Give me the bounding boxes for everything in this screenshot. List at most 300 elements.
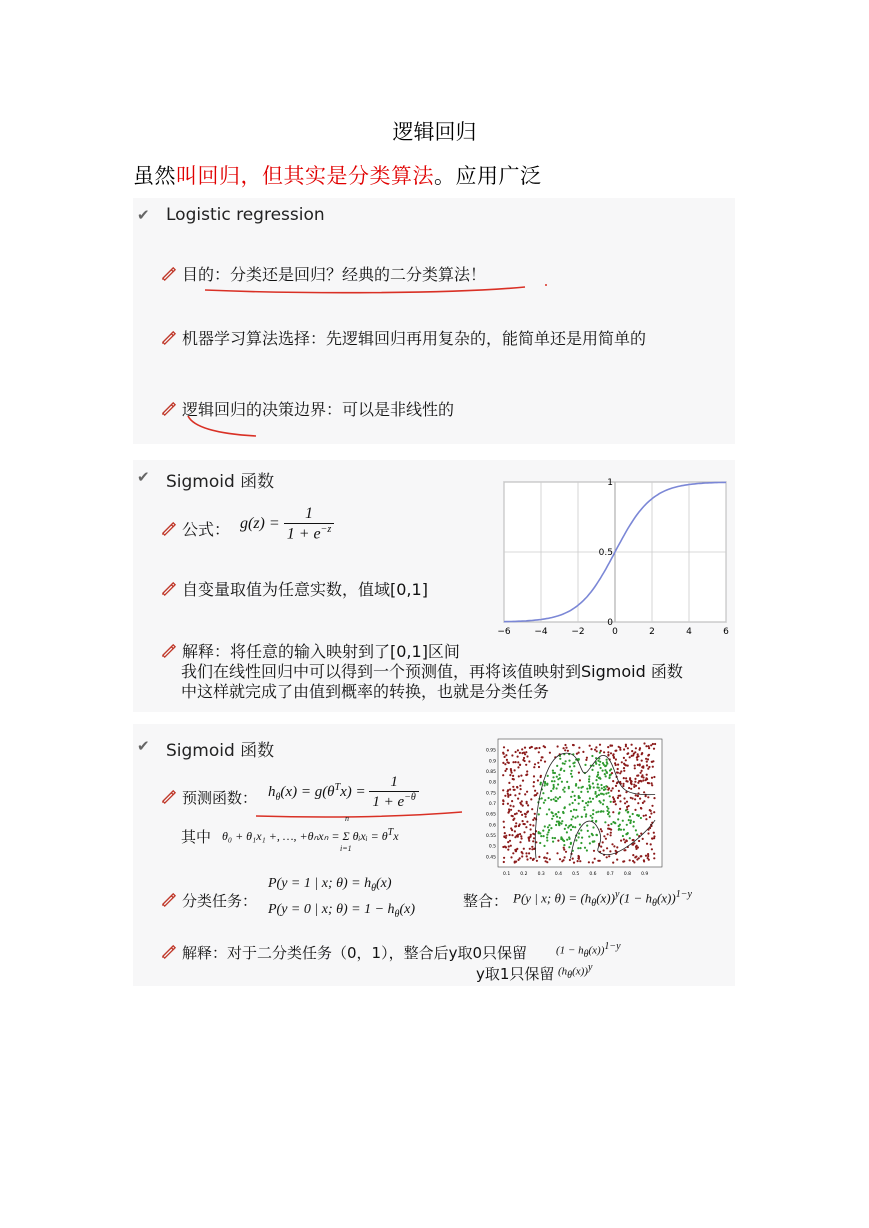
pencil-icon bbox=[160, 265, 177, 282]
scatter-point-red bbox=[595, 746, 597, 748]
scatter-point-red bbox=[504, 756, 506, 758]
scatter-point-red bbox=[514, 769, 516, 771]
scatter-point-red bbox=[603, 849, 605, 851]
scatter-point-red bbox=[507, 841, 509, 843]
scatter-point-red bbox=[572, 744, 574, 746]
domain-text: 自变量取值为任意实数，值域[0,1] bbox=[182, 580, 428, 599]
scatter-point-green bbox=[566, 839, 568, 841]
slide3-explain-2: y取1只保留 bbox=[476, 965, 555, 983]
scatter-point-red bbox=[512, 778, 514, 780]
combine-sub: θ bbox=[591, 897, 597, 909]
scatter-point-green bbox=[559, 758, 561, 760]
scatter-point-green bbox=[559, 817, 561, 819]
scatter-point-red bbox=[636, 757, 638, 759]
scatter-point-red bbox=[514, 794, 516, 796]
scatter-point-red bbox=[637, 795, 639, 797]
scatter-point-green bbox=[573, 765, 575, 767]
scatter-point-red bbox=[564, 744, 566, 746]
explain1-math-end: (x)) bbox=[588, 944, 605, 957]
scatter-point-red bbox=[605, 838, 607, 840]
scatter-point-green bbox=[580, 791, 582, 793]
scatter-point-red bbox=[512, 852, 514, 854]
scatter-point-green bbox=[620, 829, 622, 831]
decision-boundary-chart bbox=[478, 733, 666, 879]
scatter-point-green bbox=[597, 783, 599, 785]
x-tick-label: −6 bbox=[497, 627, 511, 637]
scatter-point-green bbox=[562, 789, 564, 791]
scatter-point-red bbox=[510, 805, 512, 807]
scatter-point-green bbox=[599, 761, 601, 763]
scatter-point-red bbox=[524, 813, 526, 815]
scatter-point-green bbox=[558, 774, 560, 776]
scatter-point-red bbox=[649, 816, 651, 818]
scatter-point-red bbox=[616, 846, 618, 848]
scatter-point-red bbox=[502, 803, 504, 805]
predict-label bbox=[160, 787, 257, 808]
scatter-point-red bbox=[654, 743, 656, 745]
scatter-point-green bbox=[592, 798, 594, 800]
scatter-point-green bbox=[591, 755, 593, 757]
scatter-point-green bbox=[607, 792, 609, 794]
scatter-point-green bbox=[614, 822, 616, 824]
scatter-point-green bbox=[625, 809, 627, 811]
scatter-point-green bbox=[544, 799, 546, 801]
scatter-point-green bbox=[559, 796, 561, 798]
scatter-point-red bbox=[522, 805, 524, 807]
scatter-point-red bbox=[600, 750, 602, 752]
scatter-point-red bbox=[648, 747, 650, 749]
scatter-point-red bbox=[640, 807, 642, 809]
scatter-point-green bbox=[605, 785, 607, 787]
slide2-formula-label bbox=[160, 517, 230, 540]
scatter-point-red bbox=[511, 834, 513, 836]
scatter-point-green bbox=[584, 809, 586, 811]
scatter-point-red bbox=[515, 751, 517, 753]
scatter-point-red bbox=[639, 798, 641, 800]
scatter-point-red bbox=[641, 774, 643, 776]
slide1-item-choice bbox=[160, 326, 646, 349]
scatter-point-red bbox=[519, 823, 521, 825]
scatter-point-green bbox=[548, 824, 550, 826]
scatter-point-green bbox=[577, 815, 579, 817]
scatter-point-red bbox=[540, 759, 542, 761]
scatter-point-green bbox=[590, 801, 592, 803]
scatter-point-green bbox=[552, 815, 554, 817]
scatter-point-red bbox=[635, 794, 637, 796]
formula-denominator-exp: −z bbox=[320, 524, 332, 535]
scatter-point-green bbox=[543, 845, 545, 847]
where-expr-text: θ₀ + θ₁x₁ +, …, +θₙxₙ = Σ θᵢxᵢ = θ bbox=[222, 829, 388, 843]
scatter-point-green bbox=[628, 819, 630, 821]
y-tick-label: 0.45 bbox=[485, 855, 496, 861]
scatter-point-red bbox=[531, 846, 533, 848]
task-line1-end: (x) bbox=[376, 876, 392, 891]
scatter-point-red bbox=[651, 838, 653, 840]
scatter-point-red bbox=[620, 840, 622, 842]
scatter-point-red bbox=[617, 764, 619, 766]
scatter-point-red bbox=[505, 835, 507, 837]
task-line-2 bbox=[268, 902, 415, 920]
scatter-point-red bbox=[505, 754, 507, 756]
scatter-point-green bbox=[630, 819, 632, 821]
scatter-point-red bbox=[520, 811, 522, 813]
scatter-point-green bbox=[608, 811, 610, 813]
scatter-point-green bbox=[581, 816, 583, 818]
scatter-point-red bbox=[577, 855, 579, 857]
scatter-point-green bbox=[546, 813, 548, 815]
scatter-point-red bbox=[647, 832, 649, 834]
scatter-point-red bbox=[633, 861, 635, 863]
scatter-point-green bbox=[583, 806, 585, 808]
scatter-point-green bbox=[590, 815, 592, 817]
scatter-point-green bbox=[632, 825, 634, 827]
scatter-point-green bbox=[610, 823, 612, 825]
scatter-point-red bbox=[651, 848, 653, 850]
scatter-point-green bbox=[577, 847, 579, 849]
scatter-point-red bbox=[653, 776, 655, 778]
scatter-point-green bbox=[580, 829, 582, 831]
scatter-point-red bbox=[642, 776, 644, 778]
scatter-point-red bbox=[641, 760, 643, 762]
scatter-point-green bbox=[597, 811, 599, 813]
scatter-point-red bbox=[534, 813, 536, 815]
scatter-point-red bbox=[509, 840, 511, 842]
scatter-point-red bbox=[623, 770, 625, 772]
scatter-point-green bbox=[632, 813, 634, 815]
pencil-icon bbox=[160, 788, 177, 805]
scatter-point-red bbox=[643, 800, 645, 802]
scatter-point-red bbox=[610, 752, 612, 754]
scatter-point-green bbox=[605, 793, 607, 795]
scatter-point-red bbox=[508, 810, 510, 812]
scatter-point-red bbox=[607, 754, 609, 756]
scatter-point-red bbox=[528, 852, 530, 854]
scatter-point-green bbox=[574, 795, 576, 797]
scatter-point-green bbox=[586, 849, 588, 851]
scatter-point-green bbox=[610, 801, 612, 803]
scatter-point-red bbox=[530, 828, 532, 830]
slide2-header: Sigmoid 函数 bbox=[166, 472, 275, 492]
scatter-point-red bbox=[522, 780, 524, 782]
scatter-point-red bbox=[519, 764, 521, 766]
where-end: x bbox=[393, 829, 399, 843]
scatter-point-red bbox=[524, 753, 526, 755]
scatter-point-green bbox=[554, 772, 556, 774]
scatter-point-red bbox=[653, 748, 655, 750]
scatter-point-red bbox=[538, 766, 540, 768]
scatter-point-red bbox=[514, 789, 516, 791]
scatter-point-red bbox=[608, 787, 610, 789]
explain2-math bbox=[558, 962, 592, 981]
combine-sup1: y bbox=[614, 889, 620, 900]
scatter-point-red bbox=[652, 760, 654, 762]
scatter-point-green bbox=[629, 816, 631, 818]
scatter-point-green bbox=[541, 797, 543, 799]
scatter-point-green bbox=[561, 781, 563, 783]
scatter-point-green bbox=[539, 842, 541, 844]
scatter-point-red bbox=[521, 855, 523, 857]
x-tick-label: 6 bbox=[723, 627, 729, 637]
scatter-point-green bbox=[547, 826, 549, 828]
scatter-point-red bbox=[643, 815, 645, 817]
scatter-point-green bbox=[607, 808, 609, 810]
scatter-point-red bbox=[510, 809, 512, 811]
scatter-point-green bbox=[570, 810, 572, 812]
scatter-point-red bbox=[521, 814, 523, 816]
scatter-point-red bbox=[578, 747, 580, 749]
scatter-point-red bbox=[525, 764, 527, 766]
scatter-point-red bbox=[534, 790, 536, 792]
scatter-point-red bbox=[563, 847, 565, 849]
scatter-point-red bbox=[526, 855, 528, 857]
pencil-icon bbox=[160, 580, 177, 597]
scatter-point-green bbox=[636, 834, 638, 836]
scatter-point-red bbox=[619, 800, 621, 802]
scatter-point-red bbox=[647, 857, 649, 859]
scatter-point-red bbox=[607, 833, 609, 835]
scatter-point-red bbox=[613, 845, 615, 847]
scatter-point-red bbox=[651, 777, 653, 779]
scatter-point-red bbox=[634, 765, 636, 767]
x-tick-label: 0.7 bbox=[606, 872, 614, 877]
scatter-point-green bbox=[606, 763, 608, 765]
scatter-point-red bbox=[524, 760, 526, 762]
scatter-point-red bbox=[623, 767, 625, 769]
x-tick-label: −2 bbox=[571, 627, 585, 637]
task-line1-sub: θ bbox=[371, 882, 377, 894]
task-line2-text: P(y = 0 | x; θ) = 1 − h bbox=[268, 902, 395, 917]
scatter-point-red bbox=[616, 859, 618, 861]
scatter-point-red bbox=[520, 775, 522, 777]
scatter-point-green bbox=[560, 823, 562, 825]
scatter-point-red bbox=[614, 750, 616, 752]
scatter-point-red bbox=[648, 782, 650, 784]
slide3-header: Sigmoid 函数 bbox=[166, 741, 275, 761]
scatter-point-red bbox=[512, 815, 514, 817]
scatter-point-green bbox=[553, 784, 555, 786]
scatter-point-red bbox=[504, 846, 506, 848]
scatter-point-green bbox=[557, 811, 559, 813]
scatter-point-red bbox=[623, 777, 625, 779]
scatter-point-green bbox=[569, 803, 571, 805]
scatter-point-red bbox=[572, 858, 574, 860]
scatter-point-red bbox=[630, 797, 632, 799]
scatter-point-green bbox=[601, 787, 603, 789]
intro-part1: 虽然 bbox=[133, 164, 176, 188]
scatter-point-red bbox=[519, 802, 521, 804]
scatter-point-red bbox=[585, 759, 587, 761]
scatter-point-red bbox=[535, 841, 537, 843]
y-tick-label: 0.65 bbox=[485, 812, 496, 818]
scatter-point-red bbox=[538, 747, 540, 749]
scatter-point-green bbox=[560, 838, 562, 840]
task-line-1 bbox=[268, 876, 392, 894]
scatter-point-red bbox=[527, 810, 529, 812]
scatter-point-red bbox=[532, 833, 534, 835]
scatter-point-red bbox=[541, 756, 543, 758]
scatter-point-red bbox=[536, 860, 538, 862]
scatter-point-red bbox=[637, 753, 639, 755]
explain1-math bbox=[556, 941, 621, 960]
y-tick-label: 0.85 bbox=[485, 770, 496, 775]
scatter-point-red bbox=[627, 747, 629, 749]
scatter-point-red bbox=[523, 831, 525, 833]
scatter-point-red bbox=[623, 797, 625, 799]
scatter-point-green bbox=[560, 769, 562, 771]
scatter-point-red bbox=[600, 828, 602, 830]
scatter-point-red bbox=[613, 756, 615, 758]
scatter-point-green bbox=[584, 847, 586, 849]
scatter-point-red bbox=[626, 801, 628, 803]
predict-denominator-exp: −θ bbox=[404, 792, 416, 803]
x-tick-label: 0 bbox=[612, 627, 618, 637]
scatter-point-green bbox=[604, 765, 606, 767]
scatter-point-red bbox=[514, 861, 516, 863]
scatter-point-red bbox=[526, 755, 528, 757]
scatter-point-green bbox=[579, 847, 581, 849]
scatter-point-green bbox=[596, 775, 598, 777]
scatter-point-red bbox=[638, 780, 640, 782]
scatter-point-red bbox=[544, 856, 546, 858]
explain2-math-text: (h bbox=[558, 965, 568, 978]
page-title: 逻辑回归 bbox=[392, 120, 477, 144]
scatter-point-red bbox=[632, 839, 634, 841]
scatter-point-red bbox=[647, 754, 649, 756]
scatter-point-green bbox=[629, 837, 631, 839]
scatter-point-green bbox=[539, 807, 541, 809]
scatter-point-red bbox=[647, 796, 649, 798]
scatter-point-red bbox=[529, 747, 531, 749]
scatter-point-red bbox=[612, 787, 614, 789]
explain1-math-sup: 1−y bbox=[604, 941, 621, 952]
scatter-point-red bbox=[649, 809, 651, 811]
scatter-point-green bbox=[606, 810, 608, 812]
scatter-point-red bbox=[512, 786, 514, 788]
scatter-point-green bbox=[587, 791, 589, 793]
scatter-point-green bbox=[587, 801, 589, 803]
scatter-point-green bbox=[556, 787, 558, 789]
scatter-point-red bbox=[516, 786, 518, 788]
scatter-point-red bbox=[610, 832, 612, 834]
scatter-point-green bbox=[574, 817, 576, 819]
scatter-point-red bbox=[636, 858, 638, 860]
scatter-point-red bbox=[643, 742, 645, 744]
scatter-point-green bbox=[564, 787, 566, 789]
scatter-point-red bbox=[540, 776, 542, 778]
scatter-point-red bbox=[530, 857, 532, 859]
formula-numerator: 1 bbox=[284, 505, 335, 524]
scatter-point-red bbox=[607, 751, 609, 753]
scatter-point-red bbox=[645, 818, 647, 820]
scatter-point-green bbox=[551, 812, 553, 814]
scatter-point-green bbox=[550, 827, 552, 829]
scatter-point-red bbox=[623, 748, 625, 750]
scatter-point-green bbox=[585, 802, 587, 804]
scatter-point-green bbox=[564, 763, 566, 765]
scatter-point-green bbox=[568, 846, 570, 848]
scatter-point-green bbox=[571, 776, 573, 778]
predict-h: h bbox=[268, 783, 276, 800]
scatter-point-green bbox=[633, 821, 635, 823]
scatter-point-red bbox=[517, 756, 519, 758]
scatter-point-red bbox=[561, 860, 563, 862]
scatter-point-red bbox=[610, 834, 612, 836]
explain1-math-text: (1 − h bbox=[556, 944, 584, 957]
scatter-point-green bbox=[595, 779, 597, 781]
scatter-point-red bbox=[653, 832, 655, 834]
scatter-point-red bbox=[635, 747, 637, 749]
scatter-point-red bbox=[636, 759, 638, 761]
scatter-point-red bbox=[634, 778, 636, 780]
x-tick-label: −4 bbox=[534, 627, 548, 637]
scatter-point-red bbox=[532, 824, 534, 826]
scatter-point-green bbox=[588, 775, 590, 777]
scatter-point-red bbox=[612, 796, 614, 798]
scatter-point-green bbox=[564, 806, 566, 808]
scatter-point-red bbox=[557, 745, 559, 747]
scatter-point-green bbox=[563, 844, 565, 846]
scatter-point-green bbox=[598, 789, 600, 791]
scatter-point-red bbox=[599, 860, 601, 862]
scatter-point-green bbox=[603, 786, 605, 788]
scatter-point-green bbox=[609, 795, 611, 797]
scatter-point-green bbox=[570, 824, 572, 826]
scatter-point-red bbox=[525, 774, 527, 776]
scatter-point-red bbox=[512, 761, 514, 763]
combine-label: 整合： bbox=[463, 892, 509, 910]
scatter-point-red bbox=[533, 785, 535, 787]
scatter-point-red bbox=[589, 745, 591, 747]
scatter-point-green bbox=[542, 830, 544, 832]
scatter-point-red bbox=[506, 768, 508, 770]
scatter-point-green bbox=[584, 764, 586, 766]
scatter-point-red bbox=[517, 798, 519, 800]
scatter-point-red bbox=[616, 771, 618, 773]
combine-sub2: θ bbox=[652, 897, 657, 909]
scatter-point-red bbox=[565, 851, 567, 853]
scatter-point-green bbox=[600, 802, 602, 804]
scatter-point-green bbox=[556, 776, 558, 778]
scatter-point-green bbox=[582, 800, 584, 802]
check-icon: ✔ bbox=[137, 206, 150, 224]
y-tick-label: 0.6 bbox=[488, 823, 496, 829]
scatter-point-red bbox=[521, 748, 523, 750]
scatter-point-red bbox=[651, 784, 653, 786]
scatter-point-red bbox=[653, 853, 655, 855]
scatter-point-green bbox=[546, 784, 548, 786]
x-tick-label: 0.1 bbox=[503, 872, 511, 877]
sum-bottom: i=1 bbox=[340, 844, 352, 853]
explain2-math-end: (x)) bbox=[572, 965, 588, 978]
scatter-point-red bbox=[651, 782, 653, 784]
scatter-point-red bbox=[515, 761, 517, 763]
scatter-point-red bbox=[628, 787, 630, 789]
scatter-point-red bbox=[536, 747, 538, 749]
scatter-point-red bbox=[505, 837, 507, 839]
explain2-math-sub: θ bbox=[567, 969, 573, 981]
scatter-point-green bbox=[586, 788, 588, 790]
scatter-point-red bbox=[647, 768, 649, 770]
scatter-point-green bbox=[578, 832, 580, 834]
scatter-point-green bbox=[573, 809, 575, 811]
scatter-point-red bbox=[641, 752, 643, 754]
scatter-point-red bbox=[646, 843, 648, 845]
intro-line bbox=[133, 160, 542, 190]
combine-mid: (x)) bbox=[596, 890, 615, 906]
scatter-point-red bbox=[507, 849, 509, 851]
scatter-point-green bbox=[592, 782, 594, 784]
scatter-point-green bbox=[587, 804, 589, 806]
